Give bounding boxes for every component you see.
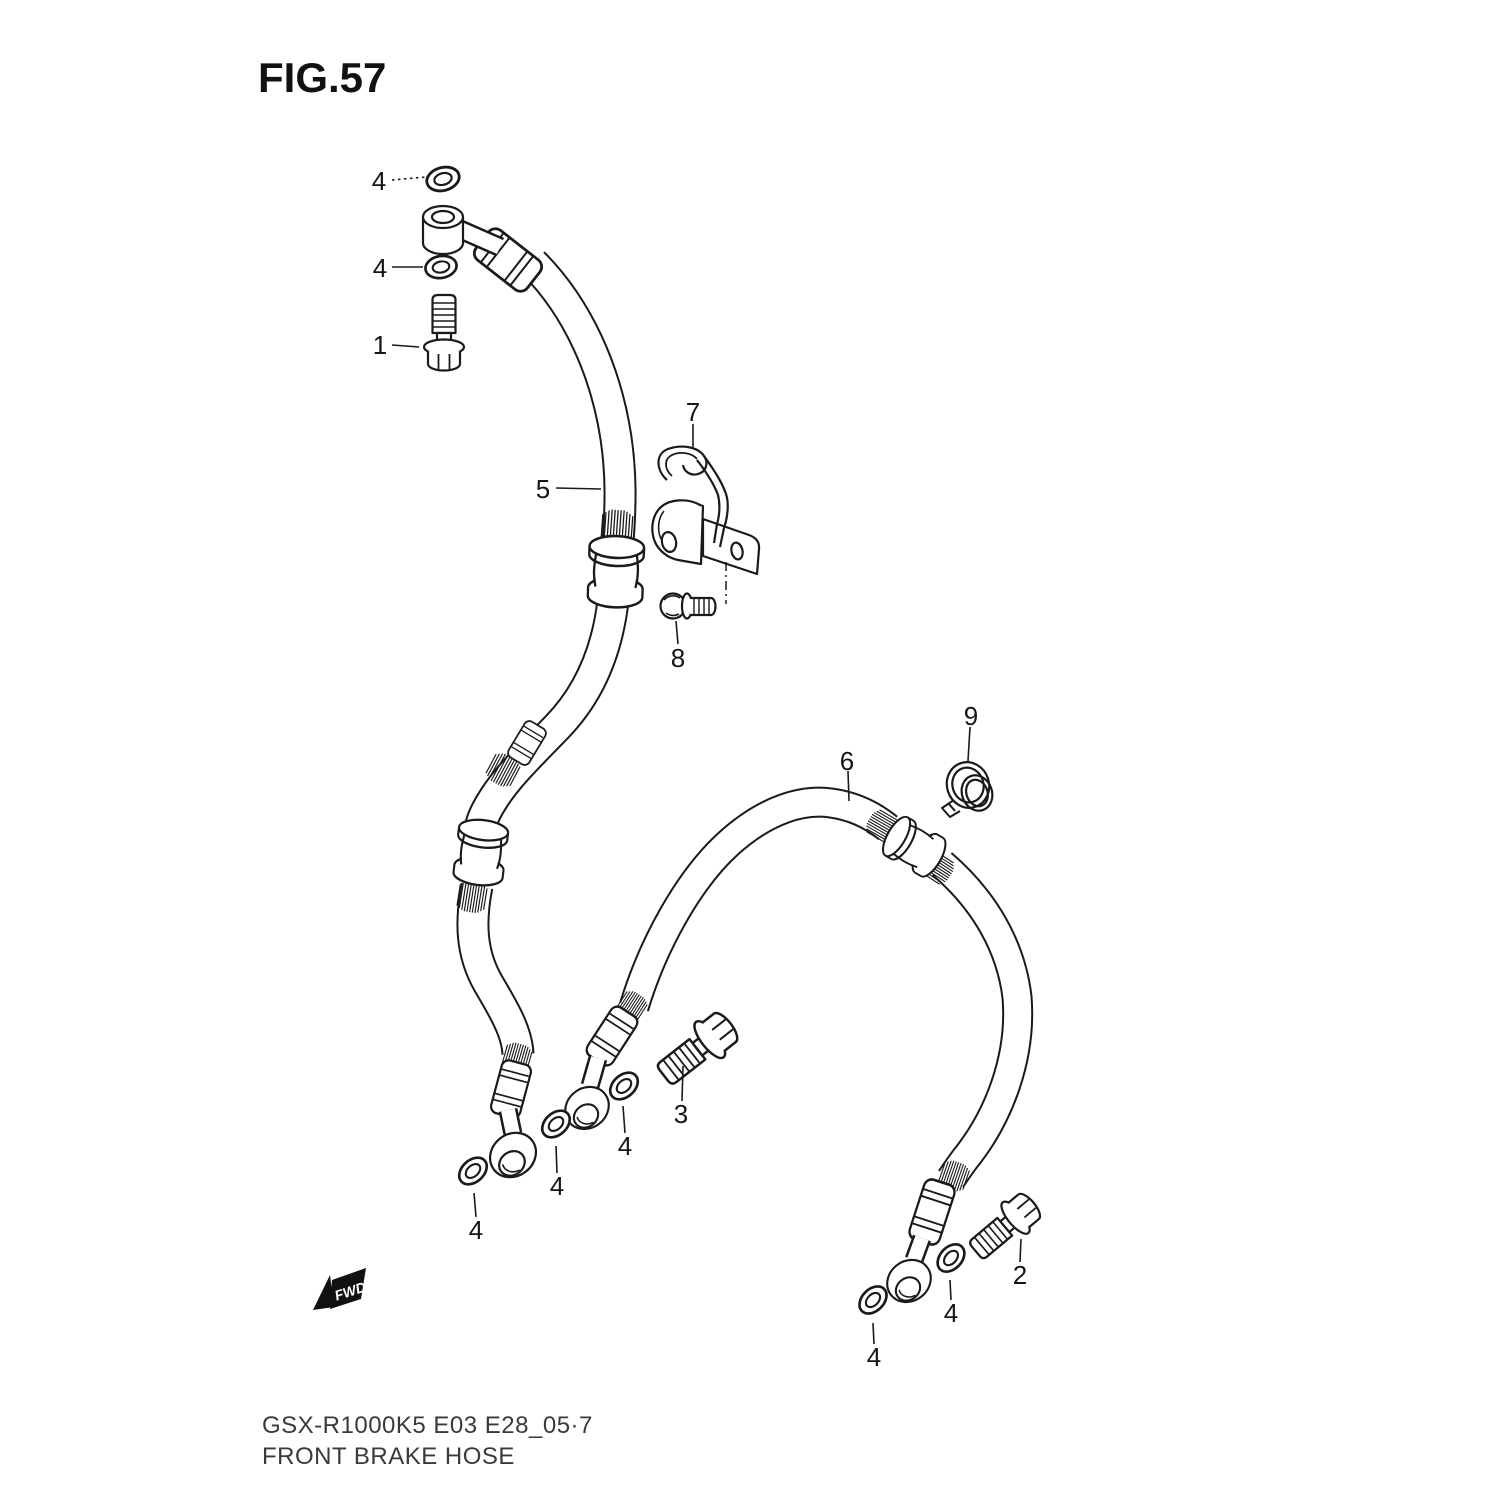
washer-icon (424, 254, 459, 281)
callout-leader-8 (682, 1066, 683, 1101)
callout-leader-5 (676, 621, 678, 644)
brake-hose-5 (473, 263, 620, 1054)
callout-leader-9 (623, 1106, 625, 1133)
part-callout-4-9: 4 (617, 1131, 633, 1161)
crimp-sleeve (468, 225, 957, 1246)
callout-leader-12 (1020, 1239, 1021, 1262)
washer-icon (454, 1152, 492, 1189)
part-callout-3-8: 3 (673, 1099, 689, 1129)
brake-hose-6 (634, 802, 1018, 1179)
part-callout-6-7: 6 (839, 746, 855, 776)
callout-leader-6 (968, 727, 970, 761)
part-callout-4-11: 4 (468, 1215, 484, 1245)
washer-icon (854, 1281, 892, 1319)
figure-title: FIG.57 (258, 54, 387, 101)
part-callout-4-0: 4 (371, 166, 387, 196)
washer-icon (605, 1067, 643, 1104)
part-callout-8-5: 8 (670, 643, 686, 673)
bolt-8 (661, 594, 716, 619)
part-callout-1-2: 1 (372, 330, 388, 360)
part-callout-4-1: 4 (372, 253, 388, 283)
footer-figure-name: FRONT BRAKE HOSE (262, 1443, 515, 1470)
washer-icon (424, 164, 462, 195)
clamp-bracket (652, 447, 759, 604)
callout-leader-13 (950, 1280, 951, 1300)
callout-leader-3 (556, 488, 601, 489)
part-callout-4-14: 4 (866, 1342, 882, 1372)
part-callout-4-13: 4 (943, 1298, 959, 1328)
banjo-bolt-1 (424, 295, 464, 371)
part-callout-4-10: 4 (549, 1171, 565, 1201)
callout-leader-14 (873, 1323, 874, 1344)
banjo-bolt-2 (963, 1187, 1047, 1266)
fwd-marker (313, 1268, 368, 1310)
part-callout-2-12: 2 (1012, 1260, 1028, 1290)
callout-leader-2 (392, 345, 419, 347)
part-callout-5-3: 5 (535, 474, 551, 504)
banjo-fitting-top (423, 206, 463, 254)
banjo-fitting-bottom-right (879, 1251, 939, 1311)
fwd-label: FWD (332, 1278, 368, 1304)
banjo-bolt-3 (650, 1006, 744, 1093)
callout-leader-0 (392, 177, 426, 180)
hose-clamp-9 (941, 757, 997, 817)
footer-model-code: GSX-R1000K5 E03 E28_05·7 (262, 1412, 593, 1439)
part-callout-7-4: 7 (685, 397, 701, 427)
callout-leader-10 (556, 1146, 557, 1173)
washer-icon (932, 1239, 969, 1277)
callout-leader-11 (474, 1193, 476, 1217)
banjo-fitting-bottom-left (481, 1124, 545, 1187)
part-callout-9-6: 9 (963, 701, 979, 731)
